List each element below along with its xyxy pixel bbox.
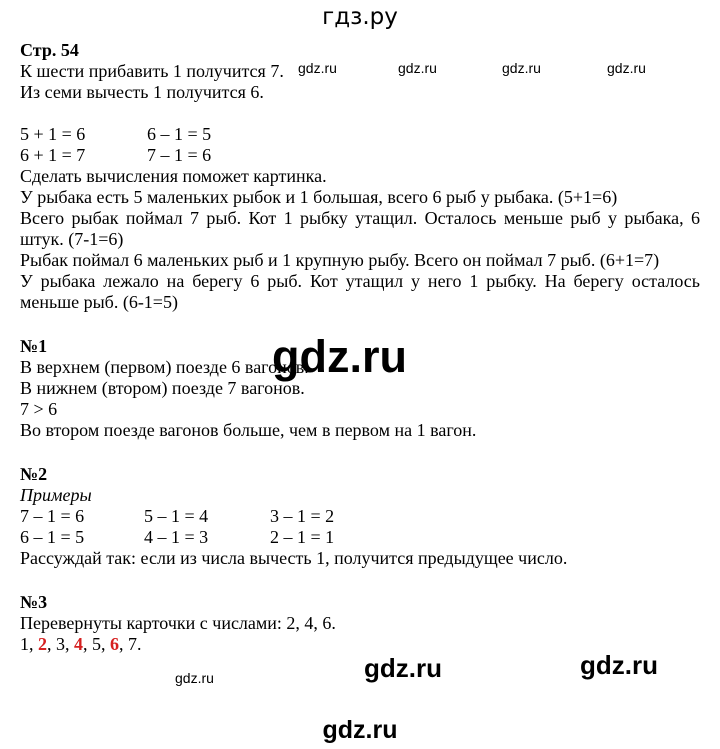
seq-separator: , — [83, 634, 92, 654]
watermark-small-1: gdz.ru — [298, 60, 337, 76]
example: 3 – 1 = 2 — [270, 506, 335, 526]
paragraph-2: Всего рыбак поймал 7 рыб. Кот 1 рыбку утащил. Осталось меньше рыб у рыбака, 6 штук. (7-1=6) — [20, 208, 700, 249]
task-1-line-2: В нижнем (втором) поезде 7 вагонов. — [20, 378, 305, 398]
watermark-small-2: gdz.ru — [398, 60, 437, 76]
example: 4 – 1 = 3 — [144, 527, 209, 547]
intro-line-2: Из семи вычесть 1 получится 6. — [20, 82, 264, 102]
watermark-inline: gdz.ru — [175, 670, 214, 686]
site-header: гдз.ру — [322, 4, 398, 30]
watermark-right: gdz.ru — [580, 650, 658, 680]
seq-number-highlighted: 4 — [74, 634, 83, 654]
equation: 7 – 1 = 6 — [147, 145, 212, 165]
example: 6 – 1 = 5 — [20, 527, 85, 547]
task-2-note: Рассуждай так: если из числа вычесть 1, получится предыдущее число. — [20, 548, 568, 568]
task-1-line-1: В верхнем (первом) поезде 6 вагонов. — [20, 357, 309, 377]
page-reference: Стр. 54 — [20, 40, 79, 60]
seq-number: 3 — [56, 634, 65, 654]
equation: 6 – 1 = 5 — [147, 124, 212, 144]
paragraph-4: У рыбака лежало на берегу 6 рыб. Кот утащил у него 1 рыбку. На берегу осталось меньше рыб. (6-1=5) — [20, 271, 700, 312]
intro-line-1: К шести прибавить 1 получится 7. — [20, 61, 284, 81]
task-1-line-4: Во втором поезде вагонов больше, чем в первом на 1 вагон. — [20, 420, 477, 440]
paragraph-3: Рыбак поймал 6 маленьких рыб и 1 крупную рыбу. Всего он поймал 7 рыб. (6+1=7) — [20, 250, 660, 270]
watermark-small-3: gdz.ru — [502, 60, 541, 76]
watermark-small-4: gdz.ru — [607, 60, 646, 76]
equation-row-2 — [20, 145, 700, 166]
equation-row-1 — [20, 124, 700, 145]
site-footer: gdz.ru — [322, 716, 398, 744]
seq-separator: , — [47, 634, 56, 654]
spacer — [20, 313, 700, 336]
seq-end: . — [137, 634, 142, 654]
number-sequence — [20, 634, 700, 655]
example: 2 – 1 = 1 — [270, 527, 335, 547]
task-1-title: №1 — [20, 336, 48, 356]
intro-line-3: Сделать вычисления поможет картинка. — [20, 166, 327, 186]
solution-text — [20, 40, 700, 655]
seq-number-highlighted: 6 — [110, 634, 119, 654]
example: 7 – 1 = 6 — [20, 506, 85, 526]
examples-row-1 — [20, 506, 700, 527]
watermark-center: gdz.ru — [272, 331, 407, 382]
task-3-title: №3 — [20, 592, 48, 612]
seq-number: 1 — [20, 634, 29, 654]
equation: 5 + 1 = 6 — [20, 124, 86, 144]
seq-separator: , — [65, 634, 74, 654]
seq-separator: , — [101, 634, 110, 654]
task-1-line-3: 7 > 6 — [20, 399, 58, 419]
seq-separator: , — [119, 634, 128, 654]
spacer — [20, 441, 700, 464]
seq-separator: , — [29, 634, 38, 654]
examples-row-2 — [20, 527, 700, 548]
task-2-title: №2 — [20, 464, 48, 484]
paragraph-1: У рыбака есть 5 маленьких рыбок и 1 большая, всего 6 рыб у рыбака. (5+1=6) — [20, 187, 618, 207]
seq-number: 5 — [92, 634, 101, 654]
equation: 6 + 1 = 7 — [20, 145, 86, 165]
task-3-line-1: Перевернуты карточки с числами: 2, 4, 6. — [20, 613, 336, 633]
example: 5 – 1 = 4 — [144, 506, 209, 526]
task-2-subtitle: Примеры — [20, 485, 92, 505]
seq-number-highlighted: 2 — [38, 634, 47, 654]
spacer — [20, 569, 700, 592]
seq-number: 7 — [128, 634, 137, 654]
watermark-left: gdz.ru — [364, 653, 442, 683]
spacer — [20, 103, 700, 124]
